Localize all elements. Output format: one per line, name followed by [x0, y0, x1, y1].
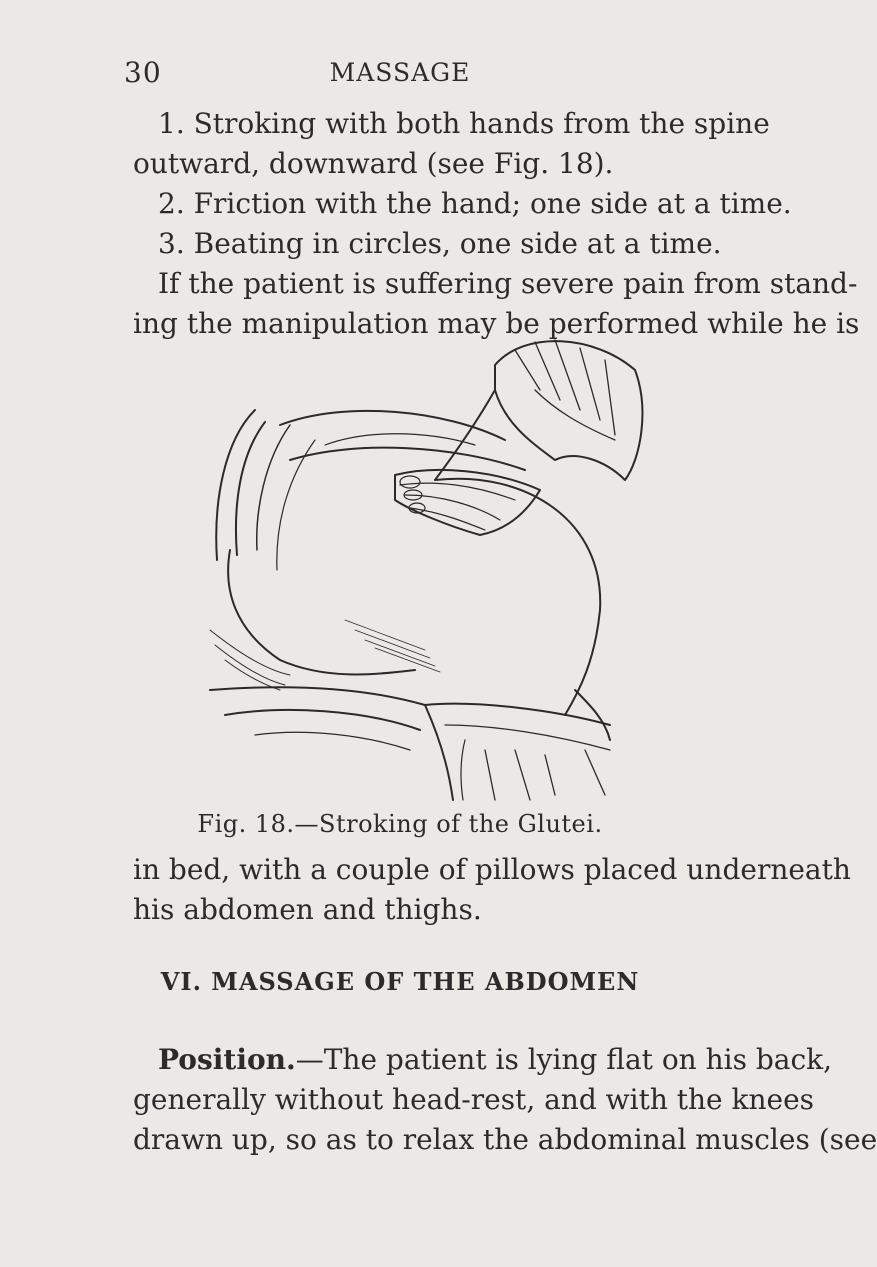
figure-caption: Fig. 18.—Stroking of the Glutei. [197, 810, 603, 838]
paragraph-3 [133, 1040, 877, 1160]
list-item-2-line-1: 2. Friction with the hand; one side at a time. [158, 187, 792, 220]
paragraph-3-line-1-rest: —The patient is lying flat on his back, [295, 1043, 833, 1076]
drapery [210, 687, 453, 800]
paragraph-3-lead: Position. [158, 1043, 296, 1076]
paragraph-1-line-2: ing the manipulation may be performed while he is [133, 307, 860, 340]
list-item-1 [133, 104, 770, 184]
paragraph-3-line-3: drawn up, so as to relax the abdominal muscles (see [133, 1123, 877, 1156]
upper-hand [495, 341, 642, 480]
section-heading: VI. MASSAGE OF THE ABDOMEN [160, 967, 640, 996]
list-item-1-line-1: 1. Stroking with both hands from the spine [158, 107, 770, 140]
list-item-1-line-2: outward, downward (see Fig. 18). [133, 147, 614, 180]
list-item-3-line-1: 3. Beating in circles, one side at a time. [158, 227, 722, 260]
page-number: 30 [124, 56, 162, 89]
forearm [280, 411, 505, 440]
paragraph-3-line-1 [133, 1040, 833, 1080]
paragraph-3-line-2: generally without head-rest, and with the knees [133, 1083, 815, 1116]
list-item-2 [133, 184, 792, 224]
paragraph-2 [133, 850, 851, 930]
list-item-3 [133, 224, 739, 264]
figure-18-illustration [195, 330, 645, 810]
paragraph-2-line-2: his abdomen and thighs. [133, 893, 482, 926]
running-head: MASSAGE [329, 58, 471, 87]
paragraph-1-line-1: If the patient is suffering severe pain from stand- [158, 267, 858, 300]
paragraph-2-line-1: in bed, with a couple of pillows placed underneath [133, 853, 851, 886]
gluteal-outline [435, 479, 600, 715]
